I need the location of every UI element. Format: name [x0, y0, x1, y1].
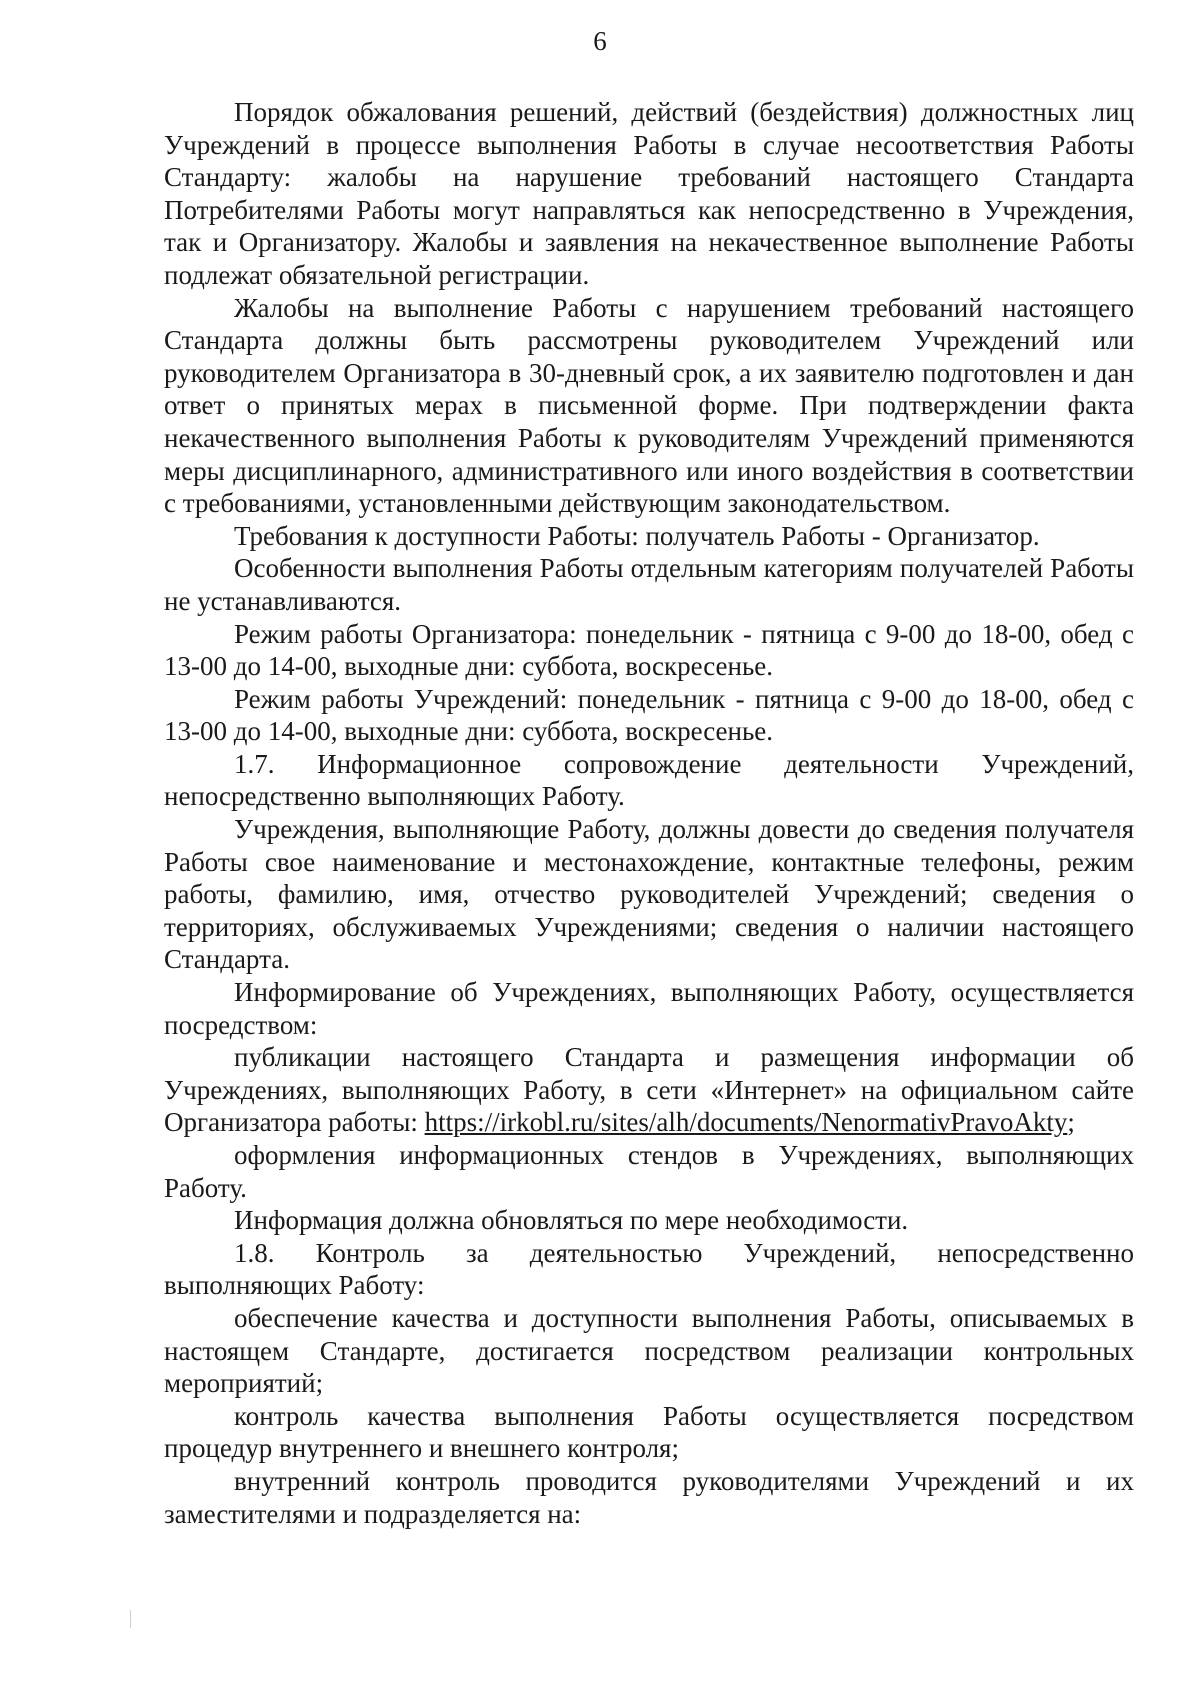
page-number: 6: [593, 26, 607, 56]
paragraph-categories: Особенности выполнения Работы отдельным категориям получателей Работы не устанавливаются.: [164, 553, 1134, 616]
paragraph-quality-control: контроль качества выполнения Работы осуществляется посредством процедур внутреннего и внешнего контроля;: [164, 1400, 1134, 1464]
paragraph-appeal-procedure: Порядок обжалования решений, действий (бездействия) должностных лиц Учреждений в процессе выполнения Работы в случае несоответствия Работы Стандарту: жалобы на нарушение требований настоящего Стандарта Потребителями Работы могут направляться как непосредственно в Учреждения, так и Организатору. Жалобы и заявления на некачественное выполнение Работы подлежат обязательной регистрации.: [164, 97, 1134, 290]
paragraph-complaints-review: Жалобы на выполнение Работы с нарушением требований настоящего Стандарта должны быть рассмотрены руководителем Учреждений или руководителем Организатора в 30-дневный срок, а их заявителю подготовлен и дан ответ о принятых мерах в письменной форме. При подтверждении факта некачественного выполнения Работы к руководителям Учреждений применяются меры дисциплинарного, административного или иного воздействия в соответствии с требованиями, установленными действующим законодательством.: [164, 292, 1134, 519]
publication-end: ;: [1067, 1107, 1075, 1138]
section-1-7-heading: 1.7. Информационное сопровождение деятельности Учреждений, непосредственно выполняющих Работу.: [164, 748, 1134, 812]
document-body: [164, 96, 1134, 1530]
paragraph-update: Информация должна обновляться по мере необходимости.: [234, 1205, 909, 1236]
paragraph-informing: Информирование об Учреждениях, выполняющих Работу, осуществляется посредством:: [164, 977, 1134, 1040]
scan-artifact: [130, 1610, 131, 1628]
paragraph-institution-info: Учреждения, выполняющие Работу, должны довести до сведения получателя Работы свое наименование и местонахождение, контактные телефоны, режим работы, фамилию, имя, отчество руководителей Учреждений; сведения о территориях, обслуживаемых Учреждениями; сведения о наличии настоящего Стандарта.: [164, 814, 1134, 975]
paragraph-quality-assurance: обеспечение качества и доступности выполнения Работы, описываемых в настоящем Стандарте, достигается посредством реализации контрольных мероприятий;: [164, 1302, 1134, 1399]
paragraph-publication: [164, 1041, 1134, 1139]
paragraph-stands: оформления информационных стендов в Учреждениях, выполняющих Работу.: [164, 1140, 1134, 1203]
paragraph-organizer-hours: Режим работы Организатора: понедельник - пятница с 9-00 до 18-00, обед с 13-00 до 14-00, выходные дни: суббота, воскресенье.: [164, 618, 1134, 682]
publication-text: публикации настоящего Стандарта и размещения информации об Учреждениях, выполняющих Работу, в сети «Интернет» на официальном сайте Организатора работы:: [164, 1042, 1134, 1138]
paragraph-institution-hours: Режим работы Учреждений: понедельник - пятница с 9-00 до 18-00, обед с 13-00 до 14-00, выходные дни: суббота, воскресенье.: [164, 683, 1134, 747]
section-1-8-heading: 1.8. Контроль за деятельностью Учреждений, непосредственно выполняющих Работу:: [164, 1237, 1134, 1301]
paragraph-internal-control: внутренний контроль проводится руководителями Учреждений и их заместителями и подразделяется на:: [164, 1465, 1134, 1529]
website-link[interactable]: https://irkobl.ru/sites/alh/documents/NenormativPravoAkty: [424, 1107, 1068, 1138]
paragraph-accessibility: Требования к доступности Работы: получатель Работы - Организатор.: [234, 520, 1040, 551]
